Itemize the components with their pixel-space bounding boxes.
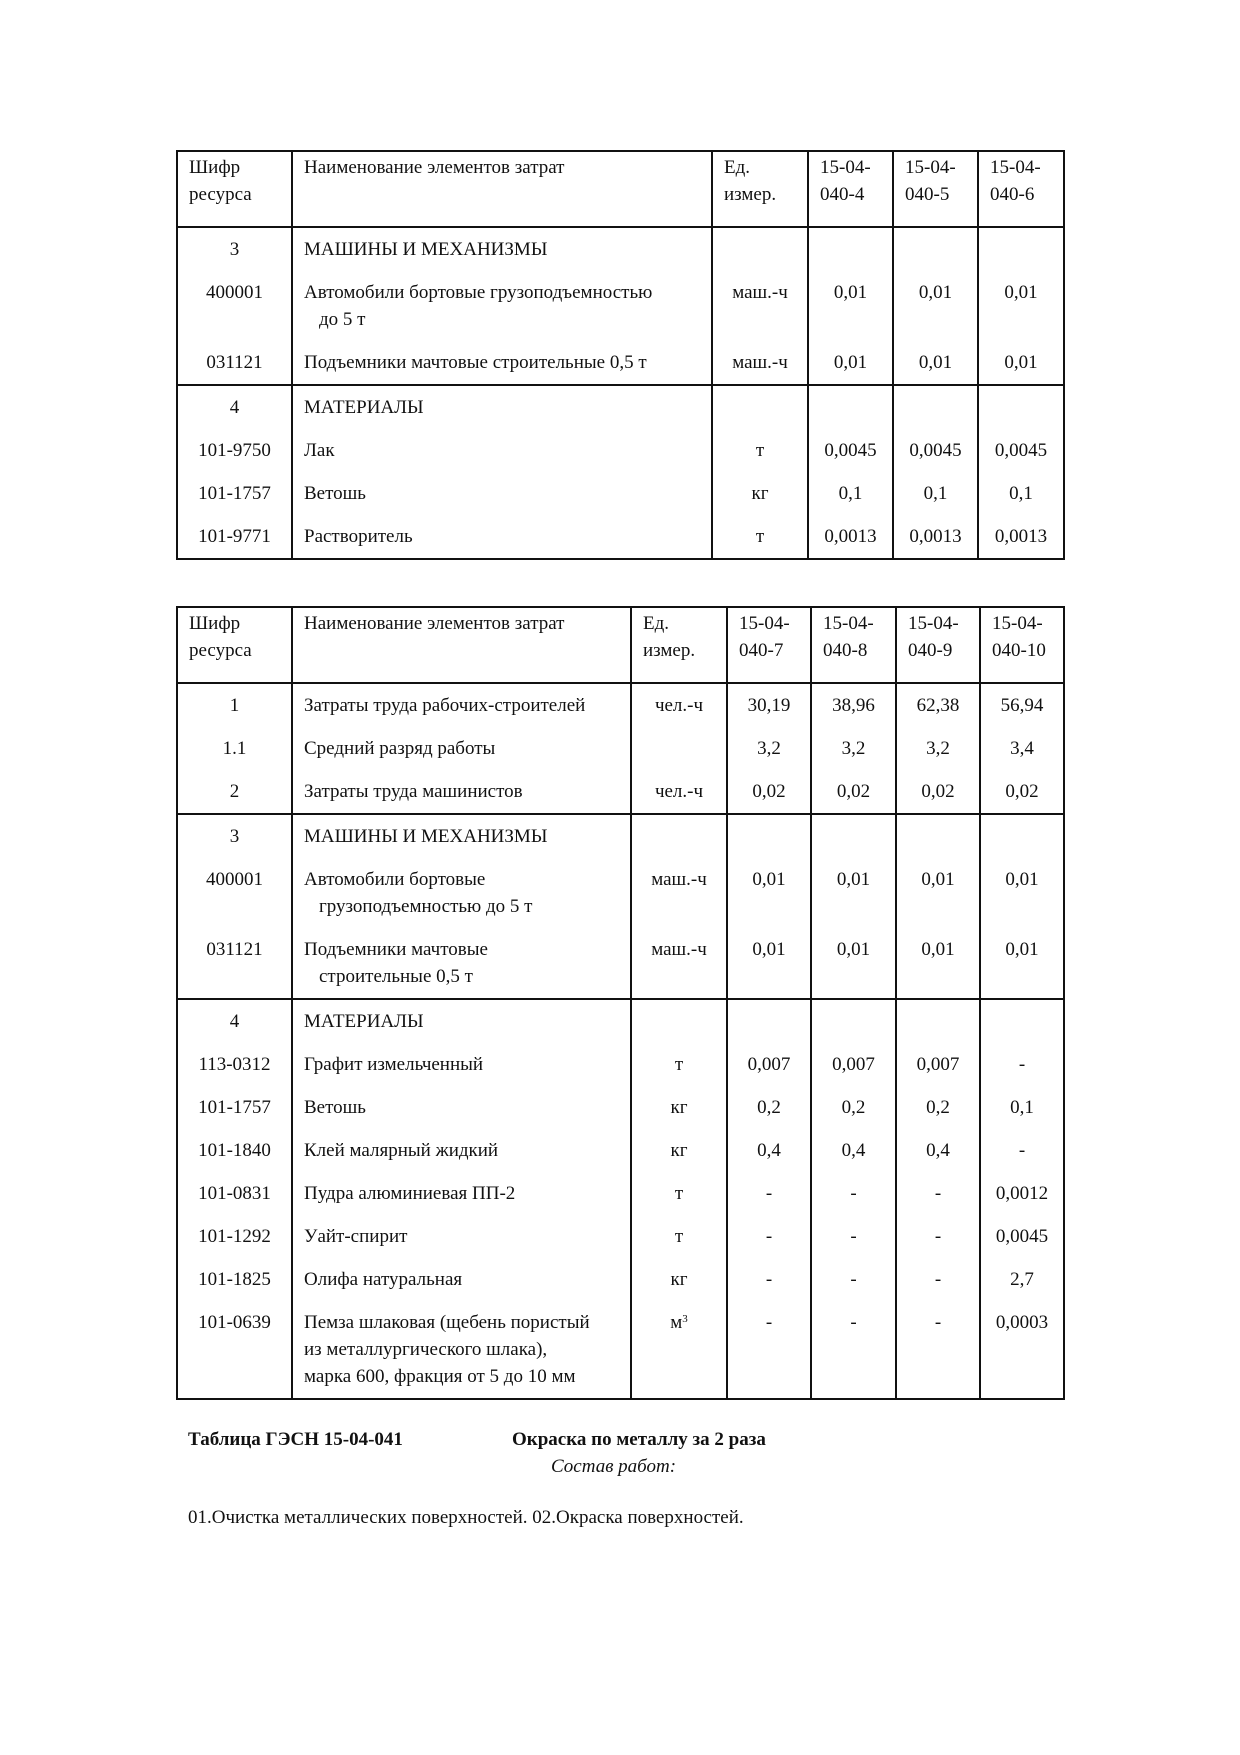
resource-name bbox=[292, 770, 631, 814]
resource-name bbox=[292, 814, 631, 858]
header-row bbox=[177, 151, 1064, 227]
resource-name-line: Подъемники мачтовые строительные 0,5 т bbox=[304, 352, 647, 373]
norm-value: - bbox=[727, 1172, 811, 1215]
resource-name-line: МАТЕРИАЛЫ bbox=[304, 1011, 424, 1032]
norm-value: 0,007 bbox=[811, 1043, 896, 1086]
resource-code: 101-9771 bbox=[177, 515, 292, 559]
table-row bbox=[177, 429, 1064, 472]
column-header: 15-04-040-9 bbox=[896, 607, 980, 683]
unit-text: т bbox=[674, 1054, 684, 1075]
norm-value: 0,0013 bbox=[808, 515, 893, 559]
norm-value: 62,38 bbox=[896, 683, 980, 727]
norm-value: 0,01 bbox=[896, 858, 980, 928]
norm-value bbox=[980, 814, 1064, 858]
norm-value: 0,01 bbox=[978, 341, 1064, 385]
column-header: Шифр ресурса bbox=[177, 607, 292, 683]
norm-value: 3,4 bbox=[980, 727, 1064, 770]
norm-value: 0,2 bbox=[727, 1086, 811, 1129]
resource-name bbox=[292, 341, 712, 385]
norm-value: 0,1 bbox=[893, 472, 978, 515]
resource-name-line: Лак bbox=[304, 440, 335, 461]
norm-value: 2,7 bbox=[980, 1258, 1064, 1301]
resource-name-line: строительные 0,5 т bbox=[319, 966, 473, 987]
table-row bbox=[177, 1301, 1064, 1399]
norm-value: 0,0013 bbox=[893, 515, 978, 559]
norm-value bbox=[811, 814, 896, 858]
unit-text: маш.-ч bbox=[732, 352, 788, 373]
unit bbox=[631, 1215, 727, 1258]
column-header: Ед. измер. bbox=[631, 607, 727, 683]
norm-value bbox=[893, 227, 978, 271]
unit bbox=[631, 928, 727, 999]
norm-value: 3,2 bbox=[727, 727, 811, 770]
norm-value: 0,007 bbox=[896, 1043, 980, 1086]
resource-name-line: Ветошь bbox=[304, 1097, 366, 1118]
unit-text: кг bbox=[751, 483, 769, 504]
norm-value: 0,01 bbox=[980, 928, 1064, 999]
table-row bbox=[177, 385, 1064, 429]
resource-name-line: Клей малярный жидкий bbox=[304, 1140, 499, 1161]
norm-value: 0,02 bbox=[811, 770, 896, 814]
unit-text: кг bbox=[670, 1140, 688, 1161]
unit-superscript: 3 bbox=[682, 1313, 688, 1325]
table-row bbox=[177, 858, 1064, 928]
norm-value: - bbox=[896, 1258, 980, 1301]
norm-value: 3,2 bbox=[896, 727, 980, 770]
norm-value bbox=[893, 385, 978, 429]
column-header: 15-04-040-8 bbox=[811, 607, 896, 683]
norm-value: - bbox=[896, 1215, 980, 1258]
resource-name-line: Графит измельченный bbox=[304, 1054, 484, 1075]
resource-name-line: МАШИНЫ И МЕХАНИЗМЫ bbox=[304, 239, 548, 260]
row-group bbox=[177, 814, 1064, 999]
resource-name-line: МАШИНЫ И МЕХАНИЗМЫ bbox=[304, 826, 548, 847]
unit-text: маш.-ч bbox=[732, 282, 788, 303]
resource-table-2 bbox=[176, 606, 1065, 1400]
resource-name-line: Затраты труда рабочих-строителей bbox=[304, 695, 586, 716]
norm-value: 0,02 bbox=[727, 770, 811, 814]
resource-code: 113-0312 bbox=[177, 1043, 292, 1086]
resource-code: 400001 bbox=[177, 271, 292, 341]
norm-value: 0,0013 bbox=[978, 515, 1064, 559]
unit-text: чел.-ч bbox=[654, 781, 704, 802]
norm-value: - bbox=[980, 1129, 1064, 1172]
column-header: Наименование элементов затрат bbox=[292, 151, 712, 227]
resource-name bbox=[292, 727, 631, 770]
table-row bbox=[177, 1172, 1064, 1215]
norm-value: 0,01 bbox=[980, 858, 1064, 928]
norm-value: 0,4 bbox=[896, 1129, 980, 1172]
resource-name-line: марка 600, фракция от 5 до 10 мм bbox=[304, 1366, 576, 1387]
norm-value bbox=[727, 999, 811, 1043]
resource-name-line: Ветошь bbox=[304, 483, 366, 504]
table-row bbox=[177, 999, 1064, 1043]
norm-value bbox=[808, 227, 893, 271]
norm-value: 0,02 bbox=[896, 770, 980, 814]
resource-code: 101-9750 bbox=[177, 429, 292, 472]
table-label: Таблица ГЭСН 15-04-041 bbox=[188, 1429, 403, 1450]
column-header: Ед. измер. bbox=[712, 151, 808, 227]
unit bbox=[631, 999, 727, 1043]
resource-name bbox=[292, 515, 712, 559]
unit bbox=[631, 1129, 727, 1172]
unit bbox=[631, 814, 727, 858]
norm-value bbox=[808, 385, 893, 429]
resource-name bbox=[292, 683, 631, 727]
resource-code: 101-1757 bbox=[177, 1086, 292, 1129]
norm-value: 0,01 bbox=[896, 928, 980, 999]
norm-value: 0,01 bbox=[893, 341, 978, 385]
norm-value bbox=[978, 227, 1064, 271]
table-row bbox=[177, 770, 1064, 814]
composition-text: 01.Очистка металлических поверхностей. 02.Окраска поверхностей. bbox=[188, 1507, 744, 1528]
norm-value: - bbox=[727, 1301, 811, 1399]
resource-code: 4 bbox=[177, 385, 292, 429]
resource-code: 101-0639 bbox=[177, 1301, 292, 1399]
norm-value: 0,2 bbox=[896, 1086, 980, 1129]
norm-value: 0,0003 bbox=[980, 1301, 1064, 1399]
unit bbox=[631, 727, 727, 770]
resource-name-line: МАТЕРИАЛЫ bbox=[304, 397, 424, 418]
resource-name bbox=[292, 1172, 631, 1215]
resource-name bbox=[292, 472, 712, 515]
column-header: 15-04-040-7 bbox=[727, 607, 811, 683]
unit-text: кг bbox=[670, 1097, 688, 1118]
unit bbox=[712, 385, 808, 429]
norm-value: 30,19 bbox=[727, 683, 811, 727]
norm-value: 38,96 bbox=[811, 683, 896, 727]
unit bbox=[712, 472, 808, 515]
norm-value: 3,2 bbox=[811, 727, 896, 770]
norm-value: 0,02 bbox=[980, 770, 1064, 814]
resource-name bbox=[292, 858, 631, 928]
resource-name-line: Пудра алюминиевая ПП-2 bbox=[304, 1183, 516, 1204]
resource-code: 4 bbox=[177, 999, 292, 1043]
row-group bbox=[177, 999, 1064, 1399]
norm-value: - bbox=[811, 1215, 896, 1258]
resource-code: 101-1840 bbox=[177, 1129, 292, 1172]
table-row bbox=[177, 1043, 1064, 1086]
norm-value: 0,0045 bbox=[893, 429, 978, 472]
norm-value bbox=[980, 999, 1064, 1043]
norm-value bbox=[727, 814, 811, 858]
resource-name bbox=[292, 928, 631, 999]
resource-code: 031121 bbox=[177, 341, 292, 385]
norm-value: 0,01 bbox=[893, 271, 978, 341]
unit-text: м bbox=[670, 1312, 683, 1333]
unit-text: маш.-ч bbox=[651, 869, 707, 890]
resource-code: 031121 bbox=[177, 928, 292, 999]
unit bbox=[712, 271, 808, 341]
row-group bbox=[177, 683, 1064, 814]
resource-name-line: Затраты труда машинистов bbox=[304, 781, 523, 802]
norm-value: - bbox=[811, 1301, 896, 1399]
column-header: 15-04-040-10 bbox=[980, 607, 1064, 683]
resource-code: 101-1292 bbox=[177, 1215, 292, 1258]
resource-code: 1.1 bbox=[177, 727, 292, 770]
column-header: 15-04-040-4 bbox=[808, 151, 893, 227]
table-row bbox=[177, 928, 1064, 999]
table-row bbox=[177, 227, 1064, 271]
norm-value: 56,94 bbox=[980, 683, 1064, 727]
norm-value: 0,0045 bbox=[978, 429, 1064, 472]
column-header: 15-04-040-5 bbox=[893, 151, 978, 227]
resource-name bbox=[292, 385, 712, 429]
unit-text: т bbox=[755, 440, 765, 461]
unit bbox=[712, 227, 808, 271]
resource-code: 101-1825 bbox=[177, 1258, 292, 1301]
norm-value: 0,4 bbox=[811, 1129, 896, 1172]
norm-value: 0,1 bbox=[980, 1086, 1064, 1129]
resource-name-line: Пемза шлаковая (щебень пористый bbox=[304, 1312, 590, 1333]
norm-value bbox=[978, 385, 1064, 429]
norm-value bbox=[811, 999, 896, 1043]
norm-value: - bbox=[811, 1258, 896, 1301]
resource-table-1 bbox=[176, 150, 1065, 560]
norm-value: 0,0045 bbox=[980, 1215, 1064, 1258]
norm-value: - bbox=[896, 1172, 980, 1215]
resource-name-line: из металлургического шлака), bbox=[304, 1339, 548, 1360]
composition-label: Состав работ: bbox=[551, 1456, 677, 1477]
resource-name bbox=[292, 1129, 631, 1172]
norm-value: - bbox=[980, 1043, 1064, 1086]
norm-value: - bbox=[727, 1258, 811, 1301]
table-row bbox=[177, 727, 1064, 770]
resource-name bbox=[292, 429, 712, 472]
resource-code: 2 bbox=[177, 770, 292, 814]
resource-name bbox=[292, 1043, 631, 1086]
norm-value: 0,1 bbox=[978, 472, 1064, 515]
unit bbox=[631, 1258, 727, 1301]
norm-value: - bbox=[727, 1215, 811, 1258]
column-header: Наименование элементов затрат bbox=[292, 607, 631, 683]
resource-name-line: Автомобили бортовые грузоподъемностью bbox=[304, 282, 653, 303]
resource-name bbox=[292, 999, 631, 1043]
norm-value: 0,1 bbox=[808, 472, 893, 515]
unit bbox=[631, 1086, 727, 1129]
norm-value: - bbox=[811, 1172, 896, 1215]
unit-text: маш.-ч bbox=[651, 939, 707, 960]
resource-code: 101-0831 bbox=[177, 1172, 292, 1215]
norm-value bbox=[896, 814, 980, 858]
row-group bbox=[177, 385, 1064, 559]
row-group bbox=[177, 227, 1064, 385]
norm-value: 0,01 bbox=[811, 928, 896, 999]
resource-name-line: Олифа натуральная bbox=[304, 1269, 463, 1290]
header-row bbox=[177, 607, 1064, 683]
unit bbox=[631, 858, 727, 928]
unit bbox=[712, 515, 808, 559]
norm-value: 0,01 bbox=[978, 271, 1064, 341]
resource-name bbox=[292, 1086, 631, 1129]
resource-name bbox=[292, 271, 712, 341]
resource-name-line: Уайт-спирит bbox=[304, 1226, 408, 1247]
resource-name-line: грузоподъемностью до 5 т bbox=[319, 896, 533, 917]
resource-name bbox=[292, 227, 712, 271]
norm-value: 0,01 bbox=[808, 271, 893, 341]
norm-value: 0,0045 bbox=[808, 429, 893, 472]
norm-value: 0,0012 bbox=[980, 1172, 1064, 1215]
resource-name bbox=[292, 1215, 631, 1258]
resource-name-line: Средний разряд работы bbox=[304, 738, 496, 759]
unit bbox=[631, 1301, 727, 1399]
table-title: Окраска по металлу за 2 раза bbox=[512, 1429, 766, 1450]
norm-value: - bbox=[896, 1301, 980, 1399]
resource-code: 101-1757 bbox=[177, 472, 292, 515]
norm-value: 0,4 bbox=[727, 1129, 811, 1172]
column-header: Шифр ресурса bbox=[177, 151, 292, 227]
unit-text: кг bbox=[670, 1269, 688, 1290]
table-row bbox=[177, 341, 1064, 385]
unit-text: т bbox=[674, 1183, 684, 1204]
resource-code: 3 bbox=[177, 814, 292, 858]
table-row bbox=[177, 472, 1064, 515]
norm-value: 0,01 bbox=[811, 858, 896, 928]
resource-name bbox=[292, 1301, 631, 1399]
unit-text: т bbox=[674, 1226, 684, 1247]
resource-name-line: Растворитель bbox=[304, 526, 413, 547]
unit bbox=[712, 341, 808, 385]
resource-name-line: Подъемники мачтовые bbox=[304, 939, 488, 960]
resource-name-line: до 5 т bbox=[319, 309, 366, 330]
resource-name-line: Автомобили бортовые bbox=[304, 869, 486, 890]
unit bbox=[631, 770, 727, 814]
resource-code: 400001 bbox=[177, 858, 292, 928]
norm-value: 0,007 bbox=[727, 1043, 811, 1086]
norm-value bbox=[896, 999, 980, 1043]
table-row bbox=[177, 814, 1064, 858]
table-row bbox=[177, 683, 1064, 727]
table-row bbox=[177, 1215, 1064, 1258]
unit bbox=[631, 1043, 727, 1086]
table-row bbox=[177, 1129, 1064, 1172]
norm-value: 0,01 bbox=[727, 858, 811, 928]
column-header: 15-04-040-6 bbox=[978, 151, 1064, 227]
unit-text: чел.-ч bbox=[654, 695, 704, 716]
table-row bbox=[177, 271, 1064, 341]
unit bbox=[631, 1172, 727, 1215]
resource-name bbox=[292, 1258, 631, 1301]
table-row bbox=[177, 515, 1064, 559]
norm-value: 0,2 bbox=[811, 1086, 896, 1129]
table-row bbox=[177, 1258, 1064, 1301]
norm-value: 0,01 bbox=[727, 928, 811, 999]
norm-value: 0,01 bbox=[808, 341, 893, 385]
unit bbox=[631, 683, 727, 727]
unit bbox=[712, 429, 808, 472]
resource-code: 3 bbox=[177, 227, 292, 271]
resource-code: 1 bbox=[177, 683, 292, 727]
table-row bbox=[177, 1086, 1064, 1129]
unit-text: т bbox=[755, 526, 765, 547]
